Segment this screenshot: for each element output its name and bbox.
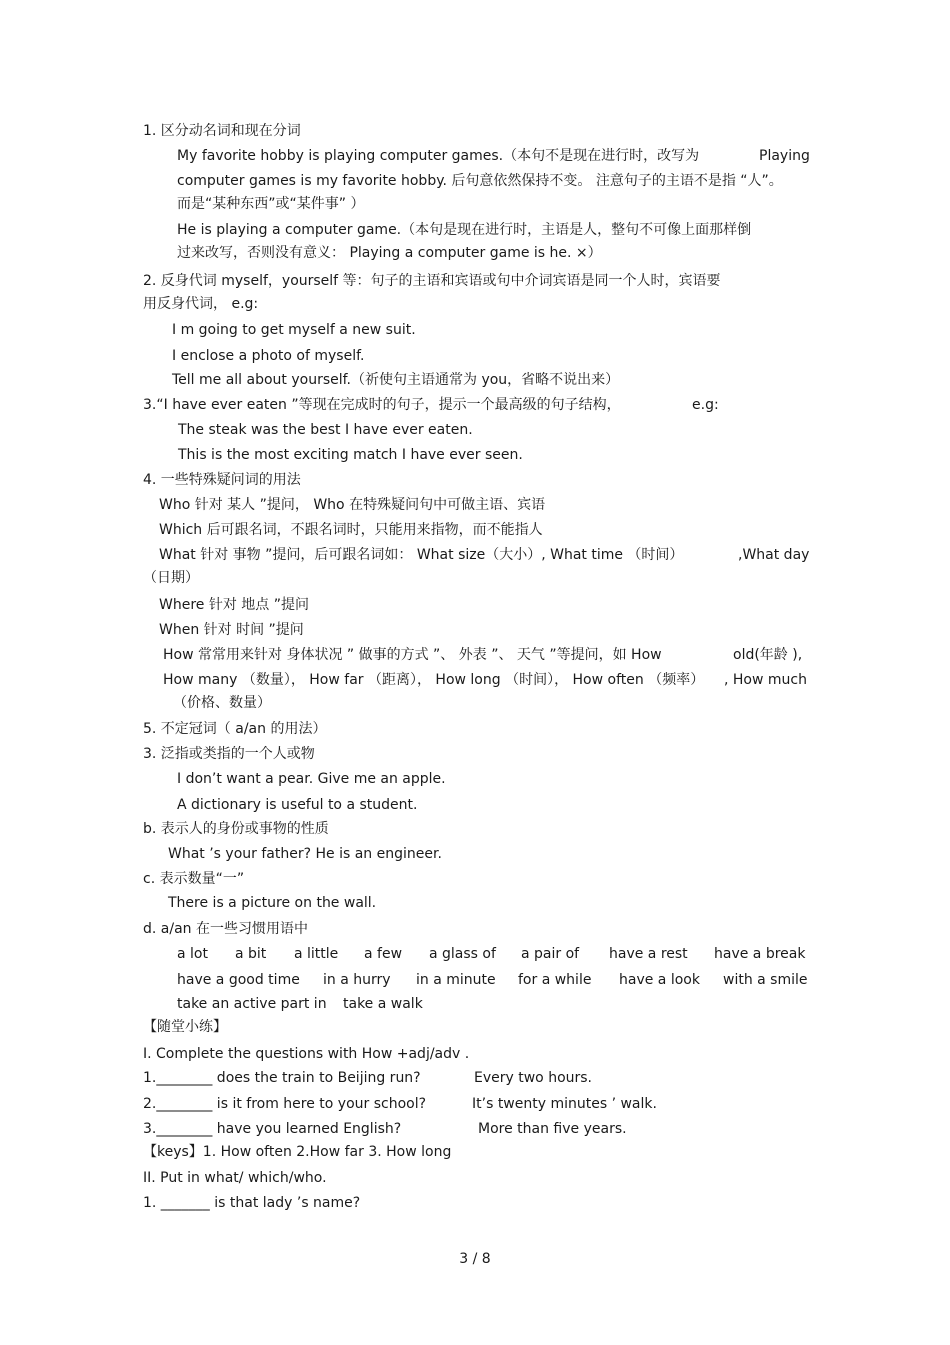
phrase: a few — [364, 946, 403, 962]
phrase: a glass of — [429, 946, 496, 962]
phrase: for a while — [518, 972, 592, 988]
s4-how-line3: （价格、数量） — [173, 695, 271, 711]
practice-answer: Every two hours. — [474, 1070, 593, 1086]
practice-question: 1. _______ is that lady ’s name? — [143, 1195, 361, 1211]
practice-title: 【随堂小练】 — [143, 1019, 227, 1035]
s4-how-line1: How 常常用来针对 身体状况 ” 做事的方式 ”、 外表 ”、 天气 ”等提问，如 How — [163, 647, 662, 663]
phrase: a bit — [235, 946, 267, 962]
practice-keys: 【keys】1. How often 2.How far 3. How long — [143, 1144, 452, 1160]
practice-question: 1.________ does the train to Beijing run? — [143, 1070, 421, 1086]
s5-b-heading: b. 表示人的身份或事物的性质 — [143, 821, 329, 837]
s1-example1-line1-end: Playing — [759, 148, 810, 164]
s3-example: The steak was the best I have ever eaten. — [178, 422, 473, 438]
page-number: 3 / 8 — [459, 1251, 491, 1267]
practice-question: 2.________ is it from here to your school? — [143, 1096, 427, 1112]
phrase: a pair of — [521, 946, 580, 962]
s5-b-example: What ’s your father? He is an engineer. — [168, 846, 442, 862]
practice-answer: It’s twenty minutes ’ walk. — [472, 1096, 657, 1112]
practice-question: 3.________ have you learned English? — [143, 1121, 402, 1137]
s2-example: I enclose a photo of myself. — [172, 348, 365, 364]
s5-c-example: There is a picture on the wall. — [168, 895, 377, 911]
section-1-heading: 1. 区分动名词和现在分词 — [143, 123, 301, 139]
s4-what: What 针对 事物 ”提问，后可跟名词如： What size（大小）, What time （时间） — [159, 547, 684, 563]
s4-when: When 针对 时间 ”提问 — [159, 622, 304, 638]
practice-part1-title: I. Complete the questions with How +adj/adv . — [143, 1046, 470, 1062]
phrase: in a minute — [416, 972, 496, 988]
s3-example: This is the most exciting match I have ever seen. — [178, 447, 523, 463]
phrase: a lot — [177, 946, 208, 962]
s4-how-line2-end: , How much — [724, 672, 807, 688]
s5-d-heading: d. a/an 在一些习惯用语中 — [143, 921, 308, 937]
s5-c-heading: c. 表示数量“一” — [143, 871, 245, 887]
s2-example: Tell me all about yourself.（祈使句主语通常为 you，省略不说出来） — [172, 372, 620, 388]
phrase: have a good time — [177, 972, 300, 988]
s4-which: Which 后可跟名词，不跟名词时，只能用来指物，而不能指人 — [159, 522, 543, 538]
phrase: take a walk — [343, 996, 423, 1012]
section-2-heading-cont: 用反身代词， e.g: — [143, 296, 259, 312]
s4-who: Who 针对 某人 ”提问， Who 在特殊疑问句中可做主语、宾语 — [159, 497, 546, 513]
s4-what-cont: （日期） — [143, 570, 199, 586]
phrase: in a hurry — [323, 972, 391, 988]
s1-example1-line2: computer games is my favorite hobby. 后句意依然保持不变。 注意句子的主语不是指 “人”。 — [177, 173, 783, 189]
phrase: have a rest — [609, 946, 688, 962]
phrase: have a look — [619, 972, 700, 988]
s5-a-heading: 3. 泛指或类指的一个人或物 — [143, 746, 315, 762]
s4-what-end: ,What day — [738, 547, 810, 563]
s1-example1-line1: My favorite hobby is playing computer games.（本句不是现在进行时，改写为 — [177, 148, 700, 164]
s4-where: Where 针对 地点 ”提问 — [159, 597, 309, 613]
phrase: with a smile — [723, 972, 808, 988]
s4-how-line1-end: old(年龄 ), — [733, 647, 803, 663]
section-3-heading: 3.“I have ever eaten ”等现在完成时的句子，提示一个最高级的句子结构， — [143, 397, 621, 413]
phrase: have a break — [714, 946, 806, 962]
section-3-heading-end: e.g: — [692, 397, 719, 413]
practice-answer: More than five years. — [478, 1121, 627, 1137]
phrase: take an active part in — [177, 996, 327, 1012]
s5-a-example: I don’t want a pear. Give me an apple. — [177, 771, 446, 787]
s5-a-example: A dictionary is useful to a student. — [177, 797, 418, 813]
s1-example1-line3: 而是“某种东西”或“某件事” ） — [177, 196, 365, 212]
s4-how-line2: How many （数量）， How far （距离）， How long （时间）， How often （频率） — [163, 672, 705, 688]
section-2-heading: 2. 反身代词 myself，yourself 等：句子的主语和宾语或句中介词宾语是同一个人时，宾语要 — [143, 273, 721, 289]
s1-example2-line1: He is playing a computer game.（本句是现在进行时，主语是人，整句不可像上面那样倒 — [177, 222, 752, 238]
s2-example: I m going to get myself a new suit. — [172, 322, 416, 338]
practice-part2-title: II. Put in what/ which/who. — [143, 1170, 327, 1186]
section-5-heading: 5. 不定冠词（ a/an 的用法） — [143, 721, 327, 737]
section-4-heading: 4. 一些特殊疑问词的用法 — [143, 472, 301, 488]
phrase: a little — [294, 946, 339, 962]
s1-example2-line2: 过来改写，否则没有意义： Playing a computer game is he. ×） — [177, 245, 602, 261]
